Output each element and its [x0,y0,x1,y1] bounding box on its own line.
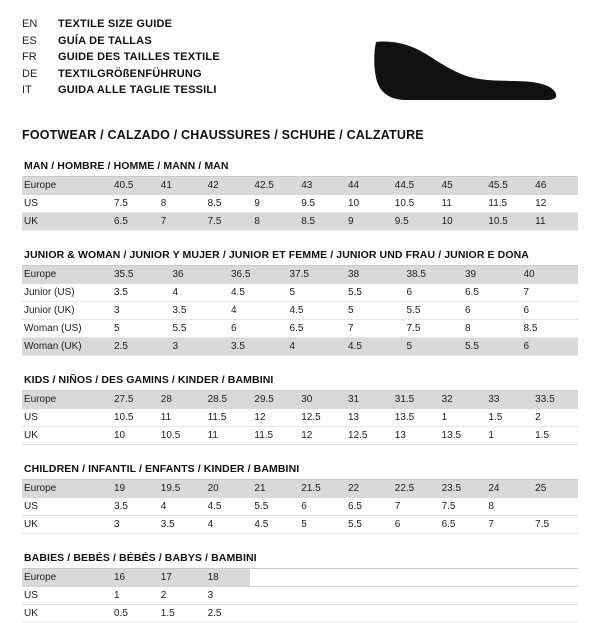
section-title: KIDS / NIÑOS / DES GAMINS / KINDER / BAMBINI [22,374,578,391]
size-cell [297,587,344,605]
language-title: GUÍA DE TALLAS [58,34,152,47]
language-title: GUIDE DES TAILLES TEXTILE [58,51,220,63]
size-cell: 9.5 [391,213,438,231]
size-cell: 6.5 [438,516,485,534]
size-cell: 42 [204,177,251,195]
size-cell: 3.5 [157,516,204,534]
size-cell: 11 [438,195,485,213]
size-cell: 2 [531,409,578,427]
size-cell: 31.5 [391,391,438,409]
size-cell: 19 [110,480,157,498]
size-cell: 40 [520,266,579,284]
size-cell: 1.5 [484,409,531,427]
size-cell: 20 [204,480,251,498]
size-cell: 11 [204,427,251,445]
row-label: US [22,587,110,605]
size-cell: 46 [531,177,578,195]
size-cell: 6 [391,516,438,534]
language-row [22,82,220,99]
size-cell: 27.5 [110,391,157,409]
size-cell: 12 [531,195,578,213]
size-cell: 39 [461,266,520,284]
size-cell: 4.5 [250,516,297,534]
row-label: Woman (US) [22,320,110,338]
table-row [22,391,578,409]
size-cell: 8.5 [297,213,344,231]
size-cell [531,587,578,605]
size-cell: 30 [297,391,344,409]
size-cell: 19.5 [157,480,204,498]
section-title: JUNIOR & WOMAN / JUNIOR Y MUJER / JUNIOR ET FEMME / JUNIOR UND FRAU / JUNIOR E DONA [22,249,578,266]
size-cell [484,587,531,605]
size-cell [438,587,485,605]
dress-shoe-icon [370,34,560,106]
size-cell: 22 [344,480,391,498]
size-cell: 28 [157,391,204,409]
section-title: BABIES / BEBÉS / BÉBÉS / BABYS / BAMBINI [22,552,578,569]
size-cell: 4 [227,302,286,320]
size-cell: 10 [110,427,157,445]
size-cell: 5 [297,516,344,534]
size-cell: 21 [250,480,297,498]
size-section [22,552,578,623]
size-cell: 7.5 [438,498,485,516]
size-cell [531,498,578,516]
size-cell: 33.5 [531,391,578,409]
size-cell: 6.5 [110,213,157,231]
row-label: Europe [22,391,110,409]
row-label: US [22,498,110,516]
language-code: IT [22,84,32,96]
language-code: DE [22,67,38,80]
table-row [22,498,578,516]
size-cell: 12 [250,409,297,427]
section-title: MAN / HOMBRE / HOMME / MANN / MAN [22,160,578,177]
size-cell: 36 [169,266,228,284]
language-code: ES [22,34,37,47]
size-cell: 45 [438,177,485,195]
size-cell: 8 [461,320,520,338]
size-cell: 3.5 [227,338,286,356]
size-cell: 8.5 [204,195,251,213]
size-cell: 33 [484,391,531,409]
size-cell: 10.5 [484,213,531,231]
size-cell: 38 [344,266,403,284]
size-cell: 32 [438,391,485,409]
size-cell: 7 [157,213,204,231]
size-cell: 7 [344,320,403,338]
size-cell [391,587,438,605]
size-cell: 38.5 [403,266,462,284]
size-cell: 3.5 [110,284,169,302]
size-cell: 10 [344,195,391,213]
size-cell [344,587,391,605]
size-cell: 6.5 [344,498,391,516]
size-cell: 11 [157,409,204,427]
table-row [22,320,578,338]
language-row [22,33,220,50]
language-title-list [22,16,220,99]
size-cell [250,605,297,623]
table-row [22,177,578,195]
size-cell: 3.5 [169,302,228,320]
row-label: Junior (US) [22,284,110,302]
table-row [22,302,578,320]
footwear-category-line: FOOTWEAR / CALZADO / CHAUSSURES / SCHUHE / CALZATURE [22,128,424,142]
row-label: Europe [22,177,110,195]
size-cell: 44 [344,177,391,195]
table-row [22,409,578,427]
size-cell: 11 [531,213,578,231]
row-label: Junior (UK) [22,302,110,320]
language-row [22,66,220,83]
language-row [22,16,220,33]
size-cell: 5 [286,284,345,302]
size-cell: 1 [110,587,157,605]
size-cell: 17 [157,569,204,587]
size-cell: 5.5 [461,338,520,356]
size-cell [250,569,297,587]
language-title: TEXTILE SIZE GUIDE [58,18,173,30]
size-cell: 9.5 [297,195,344,213]
size-cell: 1.5 [531,427,578,445]
size-cell: 11.5 [484,195,531,213]
size-cell: 12.5 [297,409,344,427]
size-cell: 18 [204,569,251,587]
table-row [22,266,578,284]
size-cell [297,605,344,623]
size-cell [484,605,531,623]
size-cell: 5.5 [344,284,403,302]
row-label: Europe [22,266,110,284]
size-cell: 5.5 [403,302,462,320]
row-label: Europe [22,569,110,587]
size-cell: 0.5 [110,605,157,623]
size-section [22,374,578,445]
size-cell [297,569,344,587]
size-cell: 5 [403,338,462,356]
size-cell: 2.5 [204,605,251,623]
size-cell [531,605,578,623]
size-cell: 4.5 [204,498,251,516]
size-cell: 3 [169,338,228,356]
size-cell: 8.5 [520,320,579,338]
table-row [22,195,578,213]
size-cell: 6 [520,338,579,356]
row-label: UK [22,516,110,534]
table-row [22,516,578,534]
size-cell: 28.5 [204,391,251,409]
size-cell: 6.5 [461,284,520,302]
size-cell: 1 [484,427,531,445]
size-cell: 10.5 [110,409,157,427]
language-title: GUIDA ALLE TAGLIE TESSILI [58,84,217,96]
size-cell: 6 [403,284,462,302]
size-cell: 7.5 [531,516,578,534]
size-cell: 4.5 [286,302,345,320]
size-cell [344,569,391,587]
table-row [22,480,578,498]
size-table [22,391,578,445]
size-cell [250,587,297,605]
size-cell: 31 [344,391,391,409]
row-label: US [22,195,110,213]
size-cell: 12 [297,427,344,445]
size-cell: 2.5 [110,338,169,356]
size-cell: 13.5 [438,427,485,445]
size-cell: 10.5 [391,195,438,213]
size-cell: 11.5 [204,409,251,427]
size-cell: 6 [520,302,579,320]
size-cell: 3 [110,516,157,534]
size-cell: 4 [204,516,251,534]
size-table [22,480,578,534]
size-cell: 6 [461,302,520,320]
size-cell: 8 [484,498,531,516]
size-cell: 13 [344,409,391,427]
size-cell: 35.5 [110,266,169,284]
size-cell: 5 [110,320,169,338]
size-cell: 1.5 [157,605,204,623]
size-table [22,177,578,231]
size-cell [391,605,438,623]
language-row [22,49,220,66]
size-cell: 3.5 [110,498,157,516]
size-cell: 29.5 [250,391,297,409]
language-code: FR [22,51,37,63]
size-cell: 23.5 [438,480,485,498]
size-cell: 5.5 [344,516,391,534]
size-cell: 10 [438,213,485,231]
size-cell: 8 [157,195,204,213]
size-cell: 10.5 [157,427,204,445]
size-cell: 7 [484,516,531,534]
table-row [22,569,578,587]
size-cell: 8 [250,213,297,231]
size-cell: 40.5 [110,177,157,195]
row-label: Woman (UK) [22,338,110,356]
size-cell: 6 [227,320,286,338]
row-label: UK [22,427,110,445]
size-section [22,249,578,356]
table-row [22,213,578,231]
size-cell: 5.5 [169,320,228,338]
size-cell: 4 [286,338,345,356]
size-cell: 1 [438,409,485,427]
table-row [22,338,578,356]
size-cell: 43 [297,177,344,195]
size-cell: 4 [169,284,228,302]
row-label: UK [22,605,110,623]
row-label: Europe [22,480,110,498]
table-row [22,605,578,623]
size-cell: 42.5 [250,177,297,195]
size-section [22,463,578,534]
size-cell: 36.5 [227,266,286,284]
size-cell [438,605,485,623]
size-cell: 25 [531,480,578,498]
size-cell: 4 [157,498,204,516]
size-cell: 45.5 [484,177,531,195]
size-cell: 7.5 [204,213,251,231]
size-cell: 44.5 [391,177,438,195]
size-cell: 22.5 [391,480,438,498]
size-table [22,569,578,623]
size-cell: 13.5 [391,409,438,427]
row-label: US [22,409,110,427]
size-cell [391,569,438,587]
size-section [22,160,578,231]
size-cell [484,569,531,587]
size-cell [438,569,485,587]
language-code: EN [22,18,38,30]
size-cell [344,605,391,623]
table-row [22,587,578,605]
size-cell: 13 [391,427,438,445]
size-cell: 7 [520,284,579,302]
size-cell: 7.5 [403,320,462,338]
size-cell: 6.5 [286,320,345,338]
size-sections [22,160,578,623]
size-cell: 21.5 [297,480,344,498]
size-cell: 5.5 [250,498,297,516]
table-row [22,427,578,445]
row-label: UK [22,213,110,231]
size-cell: 7 [391,498,438,516]
section-title: CHILDREN / INFANTIL / ENFANTS / KINDER / BAMBINI [22,463,578,480]
size-cell: 4.5 [227,284,286,302]
size-cell: 9 [250,195,297,213]
size-cell: 2 [157,587,204,605]
size-cell: 4.5 [344,338,403,356]
table-row [22,284,578,302]
size-cell: 9 [344,213,391,231]
size-cell: 16 [110,569,157,587]
language-title: TEXTILGRÖßENFÜHRUNG [58,67,202,80]
size-cell: 41 [157,177,204,195]
size-cell: 3 [110,302,169,320]
size-cell: 12.5 [344,427,391,445]
page-header [22,16,578,116]
size-cell: 11.5 [250,427,297,445]
size-cell: 37.5 [286,266,345,284]
size-cell: 7.5 [110,195,157,213]
size-cell: 24 [484,480,531,498]
size-cell [531,569,578,587]
size-table [22,266,578,356]
size-cell: 3 [204,587,251,605]
size-cell: 5 [344,302,403,320]
size-cell: 6 [297,498,344,516]
